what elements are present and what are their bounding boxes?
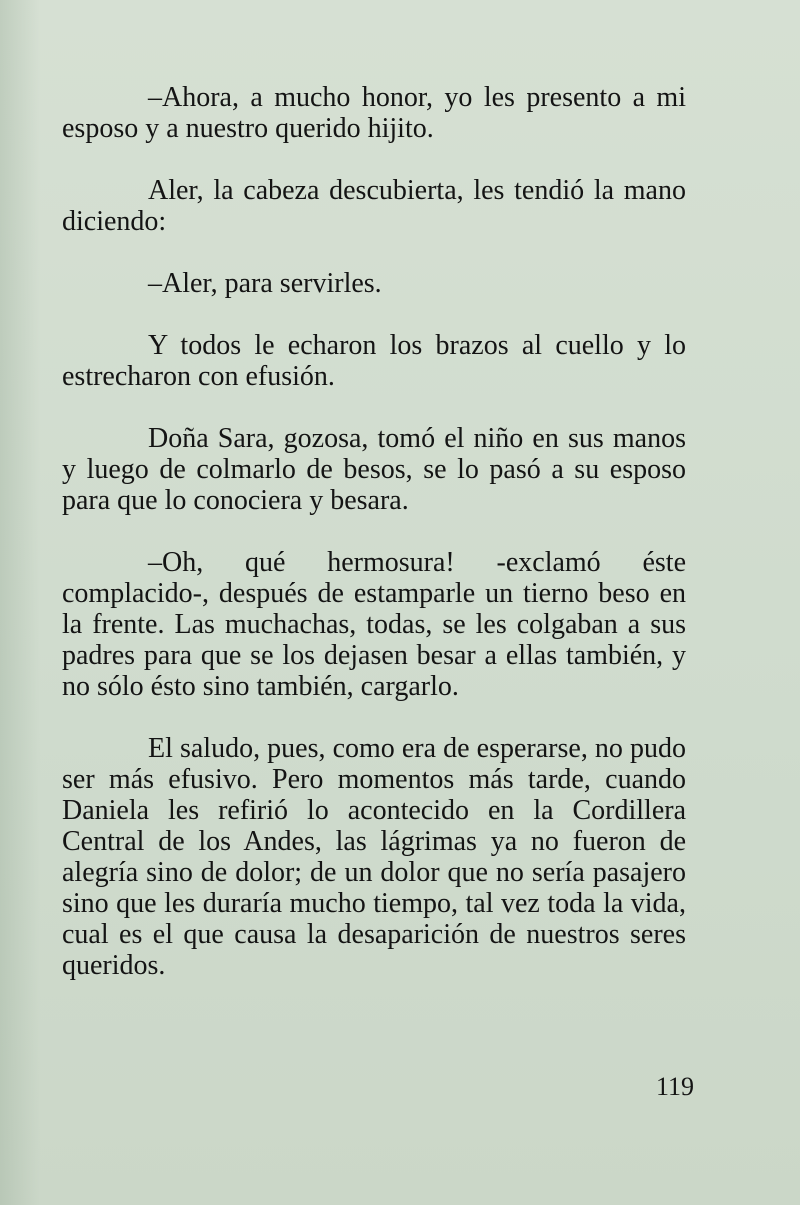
paragraph-1: –Ahora, a mucho honor, yo les presento a mi esposo y a nuestro querido hijito. [62,82,686,144]
paragraph-6: –Oh, qué hermosura! -exclamó éste complacido-, después de estamparle un tierno beso en la frente. Las muchachas, todas, se les colgaban a sus padres para que se los dejasen besar a ellas también, y no sólo ésto sino también, cargarlo. [62,547,686,702]
paragraph-4: Y todos le echaron los brazos al cuello y lo estrecharon con efusión. [62,330,686,392]
page-number: 119 [655,1072,694,1101]
paragraph-5: Doña Sara, gozosa, tomó el niño en sus manos y luego de colmarlo de besos, se lo pasó a su esposo para que lo conociera y besara. [62,423,686,516]
body-text [62,82,686,981]
paragraph-3: –Aler, para servirles. [148,268,382,299]
paragraph-7: El saludo, pues, como era de esperarse, no pudo ser más efusivo. Pero momentos más tarde, cuando Daniela les refirió lo acontecido en la Cordillera Central de los Andes, las lágrimas ya no fueron de alegría sino de dolor; de un dolor que no sería pasajero sino que les duraría mucho tiempo, tal vez toda la vida, cual es el que causa la desaparición de nuestros seres queridos. [62,733,686,981]
paragraph-2: Aler, la cabeza descubierta, les tendió la mano diciendo: [62,175,686,237]
